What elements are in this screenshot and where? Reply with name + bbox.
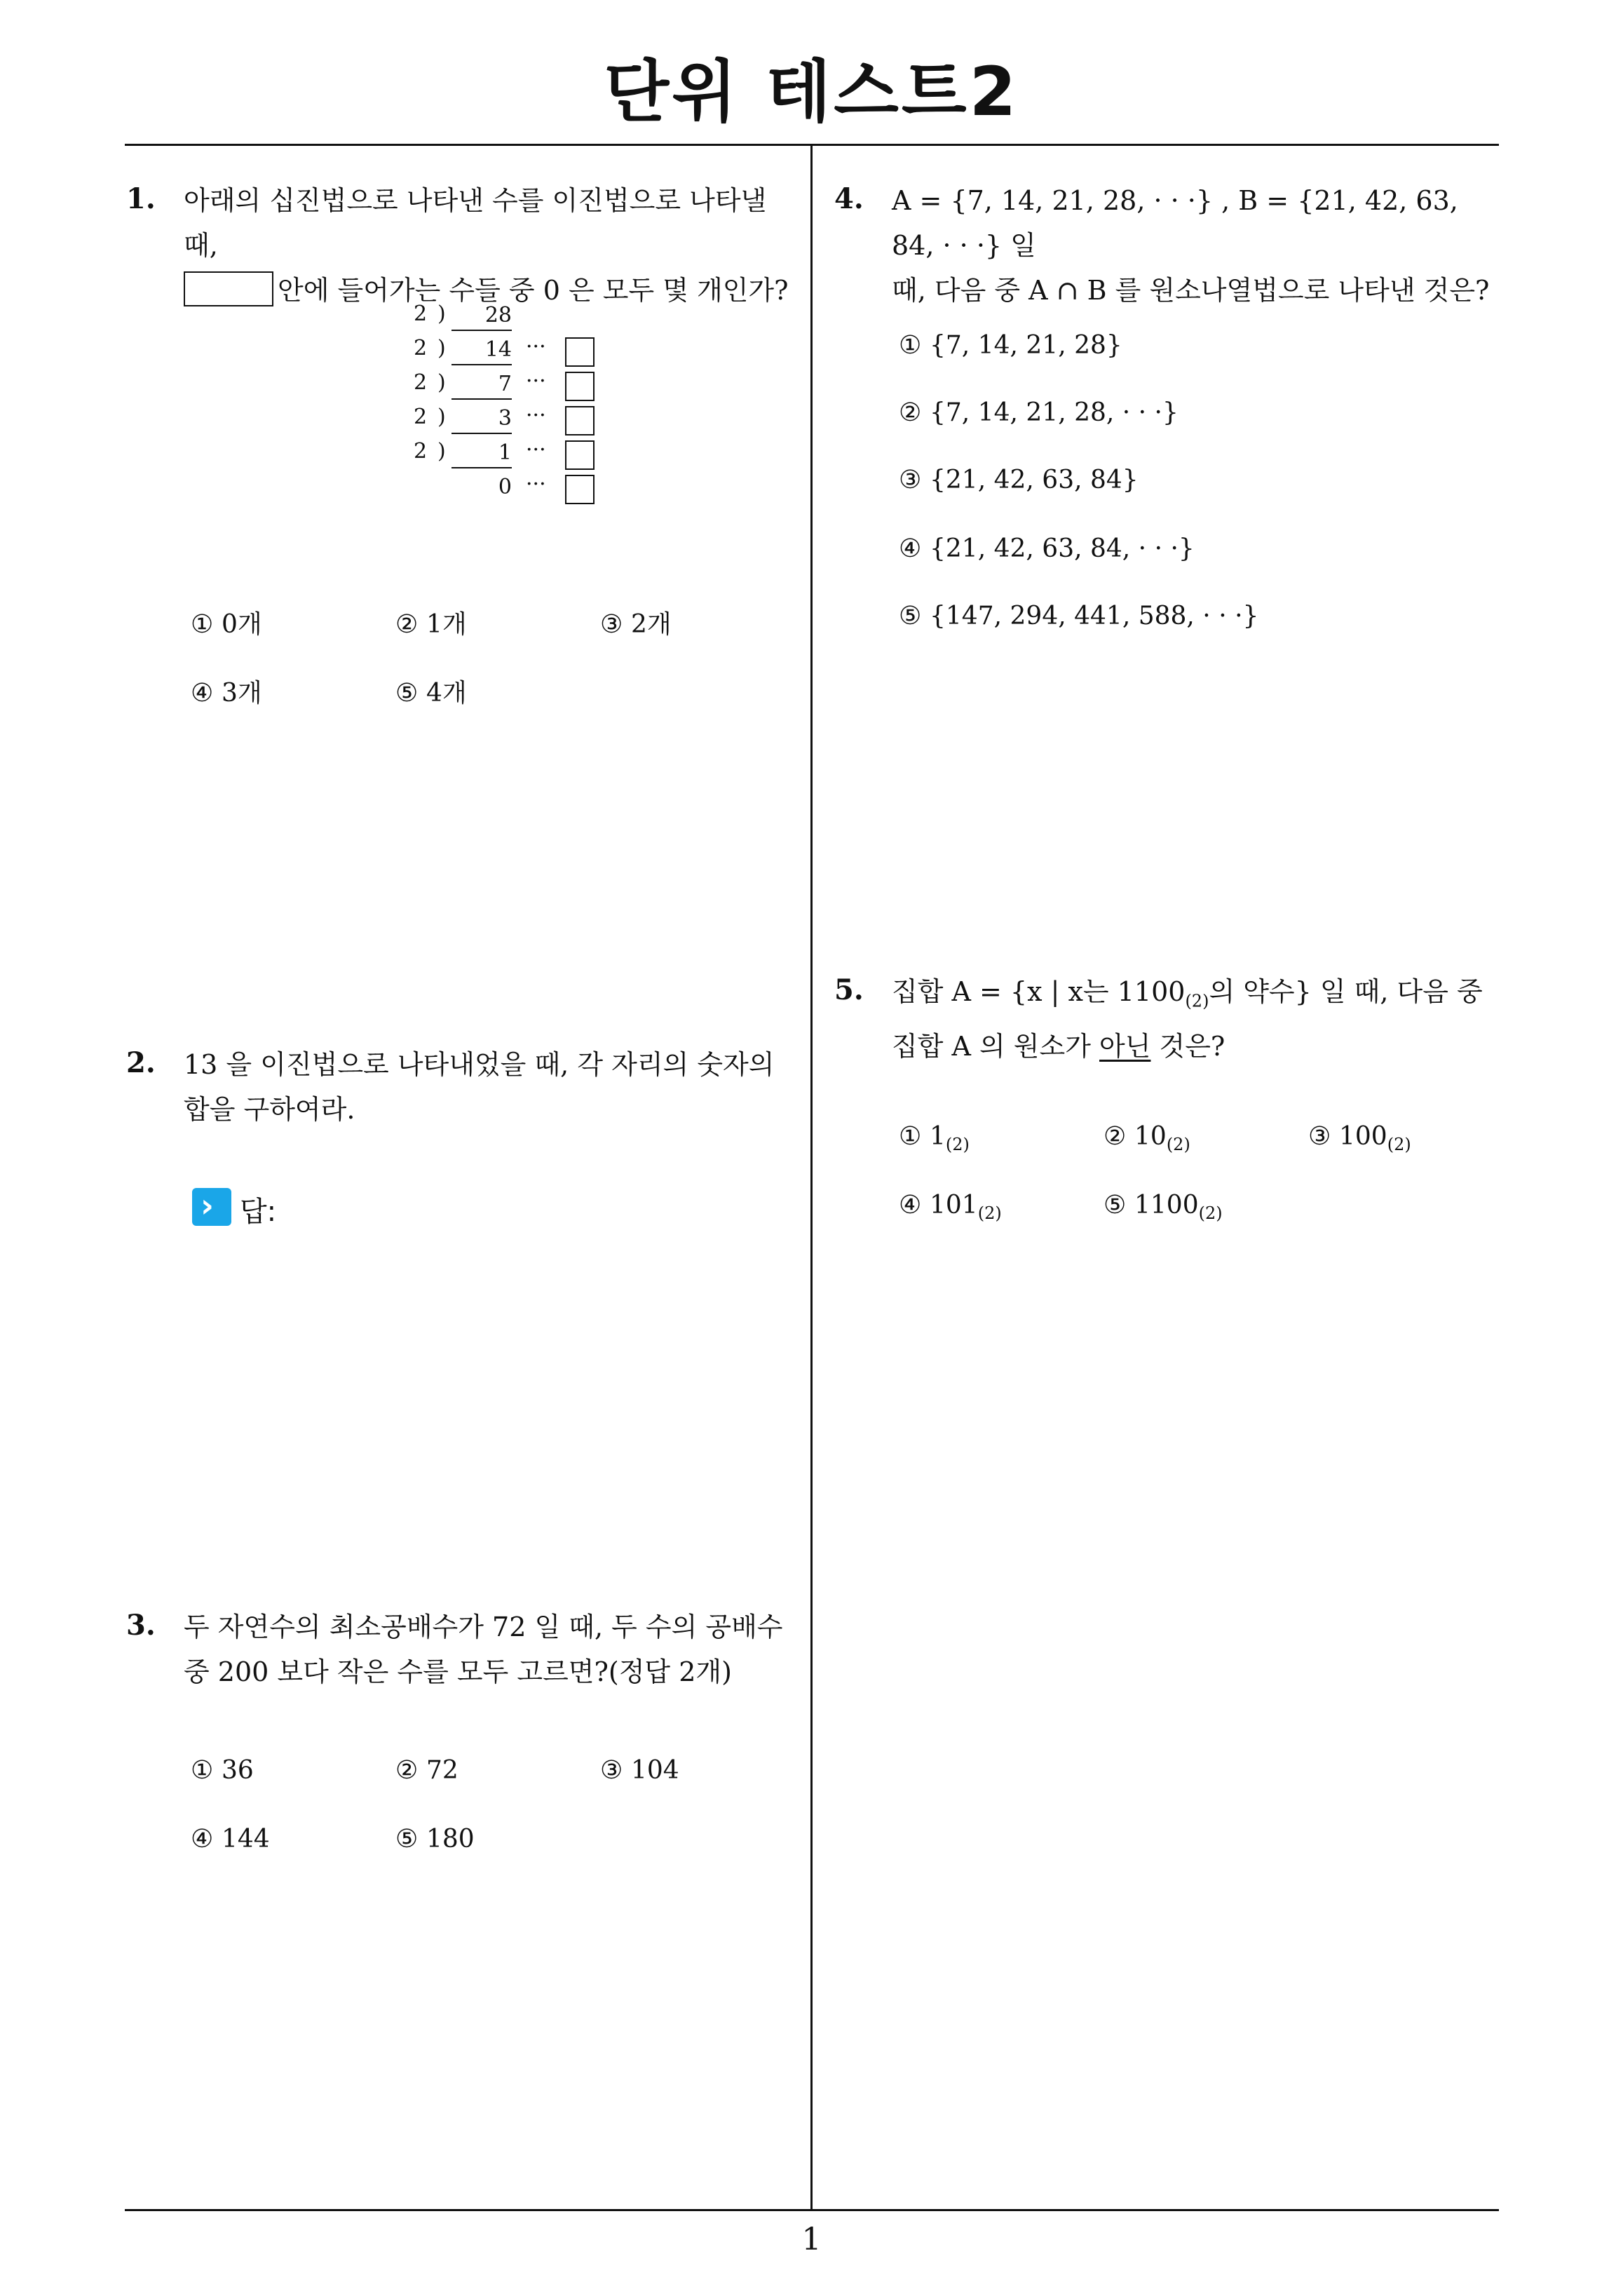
question-number: 4.: [834, 182, 864, 215]
option-4[interactable]: ④ {21, 42, 63, 84, · · ·}: [899, 534, 1195, 563]
option-3[interactable]: ③ $100_{(2)}$: [1308, 1122, 1411, 1155]
ladder-value: 3: [451, 405, 512, 434]
ladder-divisor: 2: [414, 370, 428, 395]
ladder-bracket: ): [437, 405, 446, 429]
chevron-right-icon: ›: [192, 1188, 231, 1226]
remainder-dots: ···: [526, 369, 546, 393]
blank-box: [184, 271, 273, 306]
question-number: 1.: [126, 182, 156, 215]
option-2[interactable]: ② 1개: [395, 610, 467, 639]
option-3[interactable]: ③ 104: [600, 1756, 679, 1785]
ladder-bracket: ): [437, 336, 446, 360]
question-number: 5.: [834, 973, 864, 1006]
question-text: A = {7, 14, 21, 28, · · ·} , B = {21, 42, 63, 84, · · ·} 일 때, 다음 중 A ∩ B 를 원소나열법으로 나타낸 것은?: [892, 185, 1490, 306]
remainder-dots: ···: [526, 438, 546, 462]
ladder-value: 14: [451, 336, 512, 365]
option-5[interactable]: ⑤ $1100_{(2)}$: [1103, 1191, 1223, 1224]
remainder-blank-box[interactable]: [565, 337, 595, 367]
option-4[interactable]: ④ 3개: [191, 679, 262, 708]
option-3[interactable]: ③ 2개: [600, 610, 672, 639]
ladder-bracket: ): [437, 302, 446, 326]
bottom-rule: [125, 2209, 1499, 2211]
remainder-blank-box[interactable]: [565, 440, 595, 470]
column-divider: [810, 145, 813, 2210]
option-1[interactable]: ① $1_{(2)}$: [899, 1122, 970, 1155]
question-text: 집합 A = {x | x는 $1100_{(2)}$의 약수} 일 때, 다음 중 집합 A 의 원소가 아닌 것은?: [892, 976, 1483, 1062]
option-1[interactable]: ① 36: [191, 1756, 254, 1785]
option-2[interactable]: ② $10_{(2)}$: [1103, 1122, 1190, 1155]
option-1[interactable]: ① 0개: [191, 610, 262, 639]
remainder-dots: ···: [526, 403, 546, 428]
remainder-dots: ···: [526, 335, 546, 359]
option-3[interactable]: ③ {21, 42, 63, 84}: [899, 466, 1139, 494]
ladder-divisor: 2: [414, 439, 428, 464]
option-2[interactable]: ② 72: [395, 1756, 459, 1785]
remainder-blank-box[interactable]: [565, 475, 595, 504]
question-text: 13 을 이진법으로 나타내었을 때, 각 자리의 숫자의 합을 구하여라.: [184, 1049, 775, 1125]
ladder-divisor: 2: [414, 405, 428, 429]
option-4[interactable]: ④ 144: [191, 1825, 270, 1853]
option-2[interactable]: ② {7, 14, 21, 28, · · ·}: [899, 398, 1179, 427]
question-text: 아래의 십진법으로 나타낸 수를 이진법으로 나타낼 때, 안에 들어가는 수들 중 0 은 모두 몇 개인가?: [184, 185, 789, 306]
option-5[interactable]: ⑤ 4개: [395, 679, 467, 708]
ladder-value: 7: [451, 370, 512, 400]
ladder-value: 1: [451, 439, 512, 468]
option-5[interactable]: ⑤ {147, 294, 441, 588, · · ·}: [899, 602, 1259, 630]
question-text: 두 자연수의 최소공배수가 72 일 때, 두 수의 공배수 중 200 보다 작은 수를 모두 고르면?(정답 2개): [184, 1612, 783, 1687]
ladder-value: 28: [451, 302, 512, 331]
ladder-divisor: 2: [414, 336, 428, 360]
option-5[interactable]: ⑤ 180: [395, 1825, 475, 1853]
remainder-blank-box[interactable]: [565, 372, 595, 401]
page-title: 단위 테스트2: [604, 53, 1019, 131]
answer-label: 답:: [240, 1196, 277, 1228]
ladder-value: 0: [498, 475, 512, 499]
remainder-dots: ···: [526, 472, 546, 497]
ladder-bracket: ): [437, 439, 446, 464]
ladder-bracket: ): [437, 370, 446, 395]
emphasis-underline: 아닌: [1099, 1030, 1151, 1062]
question-number: 3.: [126, 1609, 156, 1642]
option-1[interactable]: ① {7, 14, 21, 28}: [899, 331, 1122, 360]
remainder-blank-box[interactable]: [565, 406, 595, 435]
ladder-divisor: 2: [414, 302, 428, 326]
page-number: 1: [801, 2222, 822, 2257]
question-number: 2.: [126, 1046, 156, 1079]
option-4[interactable]: ④ $101_{(2)}$: [899, 1191, 1002, 1224]
